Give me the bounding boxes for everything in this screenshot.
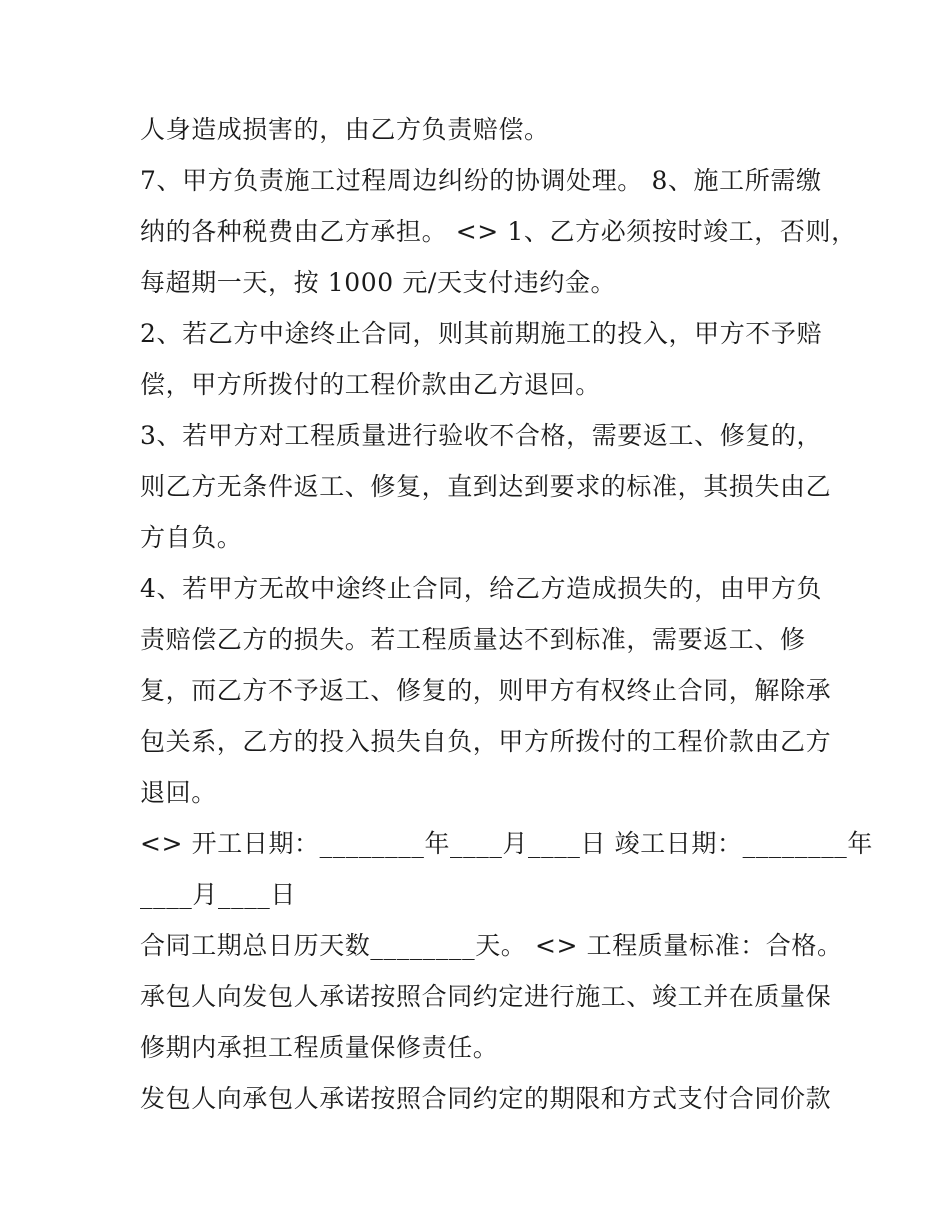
document-body [140,104,873,1124]
text-line: 包关系，乙方的投入损失自负，甲方所拨付的工程价款由乙方 [140,727,832,756]
text-line: 3、若甲方对工程质量进行验收不合格，需要返工、修复的， [140,421,823,450]
paragraph-payment-commitment [140,1073,832,1124]
text-line: 承包人向发包人承诺按照合同约定进行施工、竣工并在质量保 [140,982,832,1011]
paragraph-clause-2 [140,308,823,410]
text-line: 人身造成损害的，由乙方负责赔偿。 [140,115,550,144]
text-line: 发包人向承包人承诺按照合同约定的期限和方式支付合同价款 [140,1084,832,1113]
paragraph-damage-liability [140,104,820,155]
text-line: 2、若乙方中途终止合同，则其前期施工的投入，甲方不予赔 [140,319,823,348]
text-line: 每超期一天，按 1000 元/天支付违约金。 [140,268,617,297]
paragraph-clause-4 [140,563,832,818]
paragraph-duration-quality [140,920,843,1073]
text-line: 方自负。 [140,523,243,552]
text-line: 合同工期总日历天数________天。 <> 工程质量标准：合格。 [140,931,843,960]
text-line: 偿，甲方所拨付的工程价款由乙方退回。 [140,370,601,399]
paragraph-clause-3 [140,410,832,563]
text-line: 7、甲方负责施工过程周边纠纷的协调处理。 8、施工所需缴 [140,166,822,195]
text-line: 修期内承担工程质量保修责任。 [140,1033,499,1062]
text-line: <> 开工日期：________年____月____日 竣工日期：________年 [140,829,873,858]
text-line: ____月____日 [140,880,297,909]
text-line: 4、若甲方无故中途终止合同，给乙方造成损失的，由甲方负 [140,574,823,603]
paragraph-clauses-7-8-1 [140,155,857,308]
text-line: 责赔偿乙方的损失。若工程质量达不到标准，需要返工、修 [140,625,806,654]
paragraph-dates [140,818,873,920]
text-line: 则乙方无条件返工、修复，直到达到要求的标准，其损失由乙 [140,472,832,501]
text-line: 纳的各种税费由乙方承担。 <> 1、乙方必须按时竣工，否则， [140,217,857,246]
text-line: 退回。 [140,778,217,807]
text-line: 复，而乙方不予返工、修复的，则甲方有权终止合同，解除承 [140,676,832,705]
